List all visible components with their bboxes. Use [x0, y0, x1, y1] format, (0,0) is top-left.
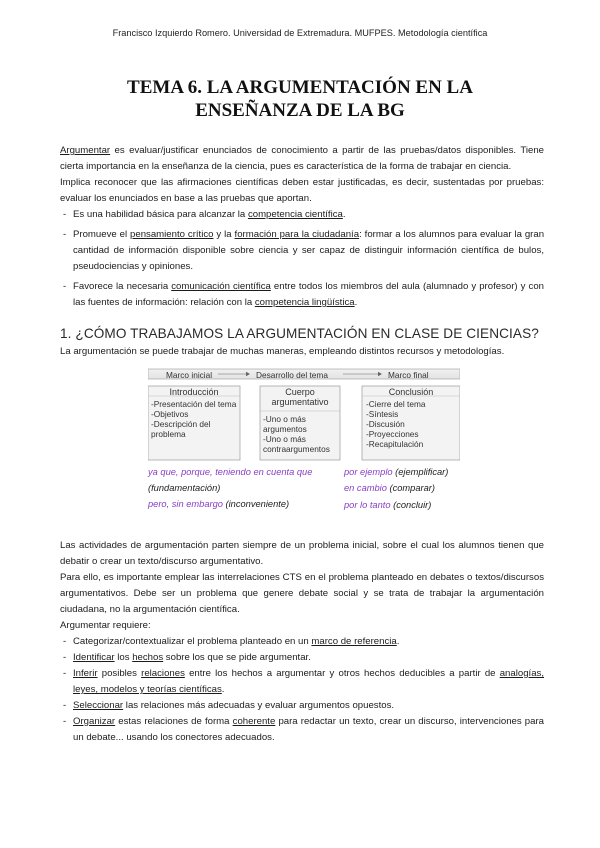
r3-mid-2: entre los hechos a argumentar y otros hechos deducibles a partir de	[184, 668, 500, 679]
connector-concluir	[344, 497, 431, 514]
running-header: Francisco Izquierdo Romero. Universidad de Extremadura. MUFPES. Metodología científica	[112, 28, 488, 38]
b2-mid: y la	[213, 229, 235, 240]
connector-3-label: (ejemplificar)	[392, 467, 449, 477]
box-3-item: -Síntesis	[366, 409, 399, 419]
section-1-paragraph-1: La argumentación se puede trabajar de muchas maneras, empleando distintos recursos y metodologías.	[60, 346, 505, 357]
r5-underline-2: coherente	[232, 716, 276, 727]
r2-underline-2: hechos	[132, 652, 164, 663]
box-2-title-line-2: argumentativo	[271, 397, 329, 407]
r3-underline-1: Inferir	[73, 668, 98, 679]
title-line-1: TEMA 6. LA ARGUMENTACIÓN EN LA	[127, 77, 473, 98]
box-1-items	[151, 399, 236, 439]
r5-post: para redactar un texto, crear un discurso, intervenciones para un debate... usando los conectores adecuados.	[73, 716, 544, 743]
b3-underline-2: competencia lingüística	[254, 297, 355, 308]
b3-underline-1: comunicación científica	[171, 281, 271, 292]
box-2-items	[263, 414, 330, 454]
label-marco-final: Marco final	[388, 370, 429, 380]
intro-p1-text: es evaluar/justificar enunciados de conocimiento a partir de las pruebas/datos disponibles. Tiene cierta importancia en la enseñanza de la ciencia, pues es característica de la forma de trabajar en ciencia.	[60, 145, 544, 172]
connector-1-words: ya que, porque, teniendo en cuenta que	[148, 467, 313, 477]
box-2-title	[260, 387, 340, 407]
r3-post: .	[221, 684, 225, 695]
r3-mid-1: posibles	[97, 668, 142, 679]
requirement-item-1	[60, 634, 544, 650]
document-title	[60, 76, 540, 122]
b3-post: .	[354, 297, 358, 308]
connector-ejemplificar	[344, 464, 448, 481]
r4-underline: Seleccionar	[73, 700, 124, 711]
section-1-paragraph-4: Argumentar requiere:	[60, 620, 151, 631]
b3-mid: entre todos los miembros del aula (alumnado y profesor) y con las fuentes de información: relación con la	[73, 281, 544, 308]
r2-underline-1: Identificar	[73, 652, 115, 663]
b2-post: : formar a los alumnos para evaluar la gran cantidad de información disponible sobre ciencia y ser capaz de distinguir información científica de bulos, pseudociencias y opiniones.	[73, 229, 545, 272]
box-2-item: contraargumentos	[263, 444, 330, 454]
box-2-item: -Uno o más	[263, 434, 306, 444]
connector-3-words: por ejemplo	[344, 467, 393, 477]
box-3-title: Conclusión	[388, 387, 434, 397]
box-2-item: argumentos	[263, 424, 307, 434]
b1-underline: competencia científica	[247, 209, 343, 220]
title-line-2: ENSEÑANZA DE LA BG	[195, 100, 405, 121]
box-3-item: -Proyecciones	[366, 429, 419, 439]
importance-item-2	[60, 227, 544, 275]
document-body	[60, 143, 544, 746]
box-3-item: -Recapitulación	[366, 439, 424, 449]
label-desarrollo: Desarrollo del tema	[256, 370, 328, 380]
r1-pre: Categorizar/contextualizar el problema planteado en un	[73, 636, 312, 647]
connector-2-words: pero, sin embargo	[148, 499, 223, 509]
connector-5-label: (concluir)	[390, 500, 432, 510]
b1-pre: Es una habilidad básica para alcanzar la	[73, 209, 248, 220]
box-1-item: problema	[151, 429, 186, 439]
r5-underline-1: Organizar	[73, 716, 116, 727]
importance-list	[60, 207, 544, 311]
intro-paragraph-1	[60, 143, 544, 175]
connector-fundamentacion	[148, 464, 312, 496]
box-1-title: Introducción	[169, 387, 219, 397]
b3-pre: Favorece la necesaria	[73, 281, 172, 292]
importance-item-3	[60, 279, 544, 311]
requirement-item-3	[60, 666, 544, 698]
r1-underline: marco de referencia	[311, 636, 397, 647]
importance-item-1	[60, 207, 544, 223]
connector-5-words: por lo tanto	[344, 500, 391, 510]
requirement-item-4	[60, 698, 544, 714]
r4-post: las relaciones más adecuadas y evaluar argumentos opuestos.	[123, 700, 395, 711]
argument-structure-diagram	[148, 366, 460, 516]
r2-post: sobre los que se pide argumentar.	[163, 652, 311, 663]
box-2-item: -Uno o más	[263, 414, 306, 424]
box-2-title-line-1: Cuerpo	[285, 387, 315, 397]
r1-post: .	[396, 636, 400, 647]
b2-underline-2: formación para la ciudadanía	[234, 229, 360, 240]
label-marco-inicial: Marco inicial	[166, 370, 213, 380]
box-1-item: -Objetivos	[151, 409, 189, 419]
r2-mid: los	[114, 652, 133, 663]
term-argumentar: Argumentar	[60, 145, 111, 156]
box-3-item: -Cierre del tema	[366, 399, 426, 409]
b2-underline-1: pensamiento crítico	[130, 229, 214, 240]
b2-pre: Promueve el	[73, 229, 131, 240]
section-1-paragraph-3: Para ello, es importante emplear las interrelaciones CTS en el problema planteado en debates o textos/discursos argumentativos. Debe ser un problema que genere debate social y se trata de trabajar la argumentación ciudadana, no la argumentación científica.	[60, 572, 544, 615]
connector-4-label: (comparar)	[386, 483, 435, 493]
requirements-list	[60, 634, 544, 746]
r3-underline-3: analogías, leyes, modelos y teorías científicas	[73, 668, 544, 695]
box-1-item: -Descripción del	[151, 419, 211, 429]
r3-underline-2: relaciones	[141, 668, 185, 679]
connector-1-label: (fundamentación)	[148, 483, 221, 493]
box-3-item: -Discusión	[366, 419, 405, 429]
connector-2-label: (inconveniente)	[222, 499, 290, 509]
connector-4-words: en cambio	[344, 483, 387, 493]
r5-mid-1: estas relaciones de forma	[115, 716, 233, 727]
box-3-items	[366, 399, 425, 449]
connector-comparar	[344, 480, 435, 497]
b1-post: .	[342, 209, 346, 220]
connector-inconveniente	[148, 496, 289, 513]
section-1-paragraph-2: Las actividades de argumentación parten siempre de un problema inicial, sobre el cual los alumnos tienen que debatir o crear un texto/discurso argumentativo.	[60, 540, 544, 567]
box-1-item: -Presentación del tema	[151, 399, 237, 409]
requirement-item-5	[60, 714, 544, 746]
section-1-heading: 1. ¿CÓMO TRABAJAMOS LA ARGUMENTACIÓN EN CLASE DE CIENCIAS?	[60, 326, 539, 341]
intro-paragraph-2: Implica reconocer que las afirmaciones científicas deben estar justificadas, es decir, sustentadas por pruebas: evaluar los enunciados en base a las pruebas que aportan.	[60, 177, 544, 204]
requirement-item-2	[60, 650, 544, 666]
